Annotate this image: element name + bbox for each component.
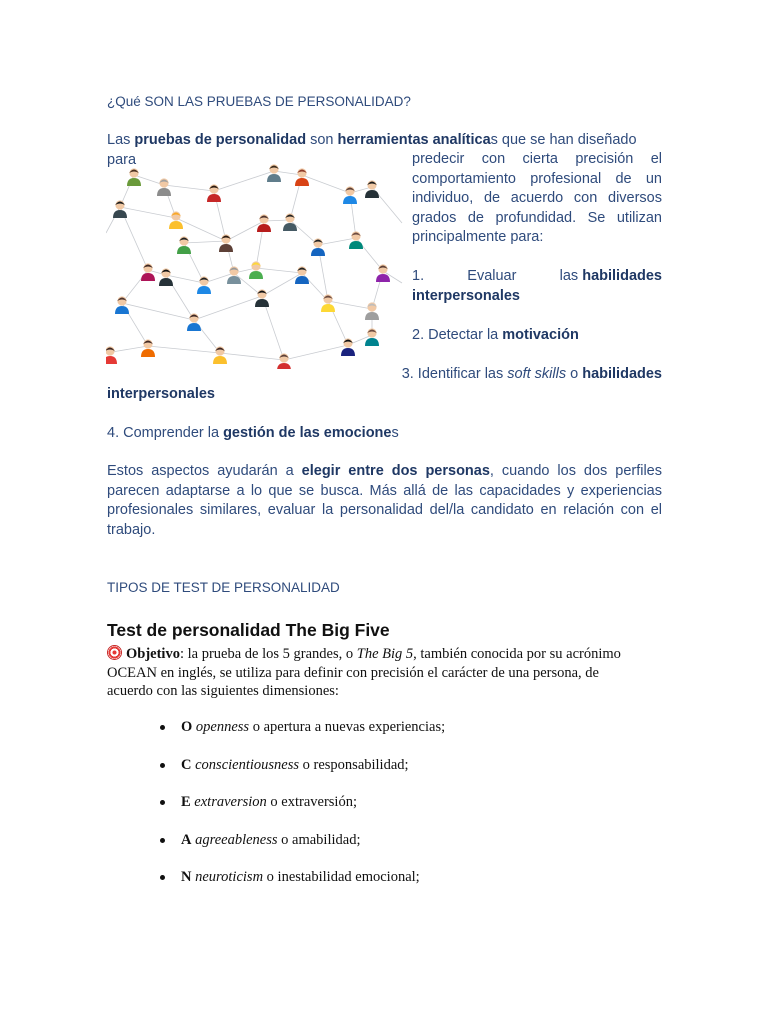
list-bold: interpersonales	[107, 385, 215, 402]
dimension-letter: O	[181, 719, 193, 735]
list-item-1	[412, 267, 662, 306]
person-icon	[141, 339, 155, 357]
list-text: 3. Identificar las	[401, 366, 508, 382]
person-icon	[113, 200, 127, 218]
person-icon	[295, 266, 309, 284]
dimension-item	[160, 718, 445, 756]
person-icon	[115, 296, 129, 314]
person-icon	[106, 346, 117, 364]
dimension-term: extraversion	[194, 794, 267, 810]
person-icon	[249, 261, 263, 279]
dimension-desc: o amabilidad;	[277, 831, 361, 848]
person-icon	[321, 294, 335, 312]
list-bold: motivación	[502, 327, 579, 343]
dimension-term: conscientiousness	[195, 756, 300, 773]
dimension-item	[160, 756, 445, 794]
dimension-item	[160, 868, 445, 906]
list-text: s	[391, 425, 399, 441]
bigfive-title: Test de personalidad The Big Five	[107, 620, 390, 640]
list-number: 1.	[412, 268, 425, 284]
list-item-3	[107, 365, 662, 404]
list-bold: habilidades	[582, 366, 662, 382]
objetivo-label: Objetivo	[126, 646, 180, 662]
intro-bold-pruebas: pruebas de personalidad	[134, 132, 307, 148]
list-text: 2. Detectar la	[412, 327, 503, 343]
objetivo-text: : la prueba de los 5 grandes, o	[179, 646, 357, 662]
dimension-term: openness	[195, 719, 250, 735]
dimension-desc: o inestabilidad emocional;	[263, 869, 420, 885]
person-icon	[227, 266, 241, 284]
list-bold: interpersonales	[412, 287, 520, 304]
dimension-letter: A	[181, 831, 192, 848]
person-icon	[341, 338, 355, 356]
intro-continuation: predecir con cierta precisión el comportamiento profesional de un individuo, de acuerdo con diversos grados de profundidad. Se utilizan principalmente para:	[412, 151, 662, 245]
intro-text: Las	[107, 132, 135, 148]
dimension-term: neuroticism	[195, 869, 264, 885]
person-icon	[159, 268, 173, 286]
person-icon	[365, 302, 379, 320]
person-icon	[219, 234, 233, 252]
list-text: 4. Comprender la	[107, 425, 224, 441]
paragraph-text: Estos aspectos ayudarán a	[107, 463, 302, 479]
list-bold: habilidades	[582, 268, 662, 284]
heading-que-son: ¿Qué SON LAS PRUEBAS DE PERSONALIDAD?	[107, 94, 411, 109]
person-icon	[197, 276, 211, 294]
person-icon	[187, 313, 201, 331]
objetivo-italic: The Big 5	[356, 646, 414, 662]
person-icon	[376, 264, 390, 282]
list-text: Evaluar	[467, 268, 517, 284]
person-icon	[127, 168, 141, 186]
list-italic: soft skills	[507, 366, 567, 382]
person-icon	[141, 263, 155, 281]
dimension-term: agreeableness	[195, 831, 278, 848]
paragraph-bold: elegir entre dos personas	[301, 463, 490, 479]
list-text: las	[559, 268, 579, 284]
dimension-letter: C	[181, 756, 192, 773]
target-icon	[107, 645, 122, 660]
person-icon	[349, 231, 363, 249]
intro-text: son	[306, 132, 338, 148]
dimension-desc: o apertura a nuevas experiencias;	[249, 719, 446, 735]
heading-tipos: TIPOS DE TEST DE PERSONALIDAD	[107, 580, 340, 595]
list-item-2	[412, 326, 662, 346]
paragraph-text: , cuando los dos perfiles parecen adaptarse a lo que se busca. Más allá de las capacidades y experiencias profesionales similares, evaluar la personalidad del/la candidato en relación con el trabajo.	[107, 463, 662, 538]
dimension-desc: o responsabilidad;	[299, 756, 409, 773]
objetivo-text: , también conocida por su acrónimo OCEAN en inglés, se utiliza para definir con precisión el carácter de una persona, de acuerdo con las siguientes dimensiones:	[107, 646, 621, 699]
intro-bold-herramientas: herramientas analítica	[337, 132, 491, 148]
objetivo-paragraph	[107, 645, 647, 701]
aspects-paragraph	[107, 462, 662, 540]
people-network-image	[106, 163, 404, 369]
person-icon	[177, 236, 191, 254]
list-text: o	[566, 366, 583, 382]
person-icon	[283, 213, 297, 231]
person-icon	[157, 178, 171, 196]
dimension-letter: E	[181, 794, 191, 810]
dimension-letter: N	[181, 869, 192, 885]
person-icon	[365, 180, 379, 198]
list-item-4	[107, 424, 662, 444]
person-icon	[267, 164, 281, 182]
list-bold: gestión de las emocione	[223, 425, 392, 441]
intro-text: s que se han diseñado para	[107, 132, 637, 168]
dimensions-list	[160, 718, 445, 906]
person-icon	[343, 186, 357, 204]
person-icon	[207, 184, 221, 202]
dimension-item	[160, 793, 445, 831]
dimension-desc: o extraversión;	[266, 794, 357, 810]
person-icon	[213, 346, 227, 364]
dimension-item	[160, 831, 445, 869]
